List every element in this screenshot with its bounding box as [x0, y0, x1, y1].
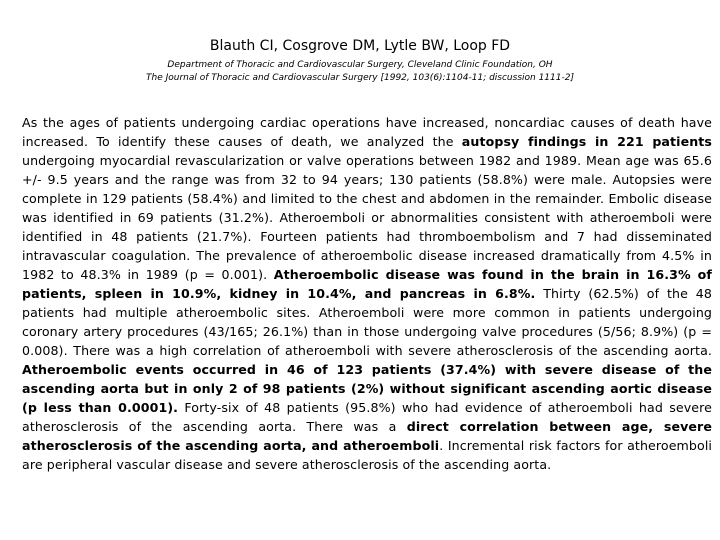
abstract-highlight: Atheroembolic disease was found in the brain in 16.3% of patients, spleen in 10.9%, kidney in 10.4%, and pancreas in 6.8%. — [22, 267, 712, 301]
abstract-segment: undergoing myocardial revascularization or valve operations between 1982 and 1989. Mean age was 65.6 +/- 9.5 years and the range was from 32 to 94 years; 130 patients (58.8%) were male. Autopsies were complete in 129 patients (58.4%) and limited to the chest and abdomen in the remainder. Embolic disease was identified in 69 patients (31.2%). Atheroemboli or abnormalities consistent with atheroemboli were identified in 48 patients (21.7%). Fourteen patients had thromboembolism and 7 had disseminated intravascular coagulation. The prevalence of atheroembolic disease increased dramatically from 4.5% in 1982 to 48.3% in 1989 (p = 0.001). — [22, 153, 712, 282]
citation-line: The Journal of Thoracic and Cardiovascular Surgery [1992, 103(6):1104-11; discussion 1111-2] — [146, 73, 574, 83]
abstract-segment: Thirty (62.5%) of the 48 patients had multiple atheroembolic sites. Atheroemboli were more common in patients undergoing coronary artery procedures (43/165; 26.1%) than in those undergoing valve procedures (5/56; 8.9%) (p = 0.008). There was a high correlation of atheroemboli with severe atherosclerosis of the ascending aorta. — [22, 286, 712, 358]
abstract-text — [22, 113, 712, 474]
abstract-highlight: Atheroembolic events occurred in 46 of 123 patients (37.4%) with severe disease of the ascending aorta but in only 2 of 98 patients (2%) without significant ascending aortic disease (p less than 0.0001). — [22, 362, 712, 415]
abstract-highlight: autopsy findings in 221 patients — [461, 134, 712, 149]
author-list: Blauth CI, Cosgrove DM, Lytle BW, Loop FD — [209, 38, 511, 54]
department-line: Department of Thoracic and Cardiovascular Surgery, Cleveland Clinic Foundation, OH — [167, 60, 553, 70]
abstract-segment: . Incremental risk factors for atheroemboli are peripheral vascular disease and severe atherosclerosis of the ascending aorta. — [22, 438, 713, 472]
abstract-segment: As the ages of patients undergoing cardiac operations have increased, noncardiac causes of death have increased. To identify these causes of death, we analyzed the — [22, 115, 712, 149]
abstract-segment: Forty-six of 48 patients (95.8%) who had evidence of atheroemboli had severe atherosclerosis of the ascending aorta. There was a — [22, 400, 712, 434]
affiliation-block — [0, 59, 720, 85]
abstract-highlight: direct correlation between age, severe atherosclerosis of the ascending aorta, and atheroemboli — [22, 419, 712, 453]
